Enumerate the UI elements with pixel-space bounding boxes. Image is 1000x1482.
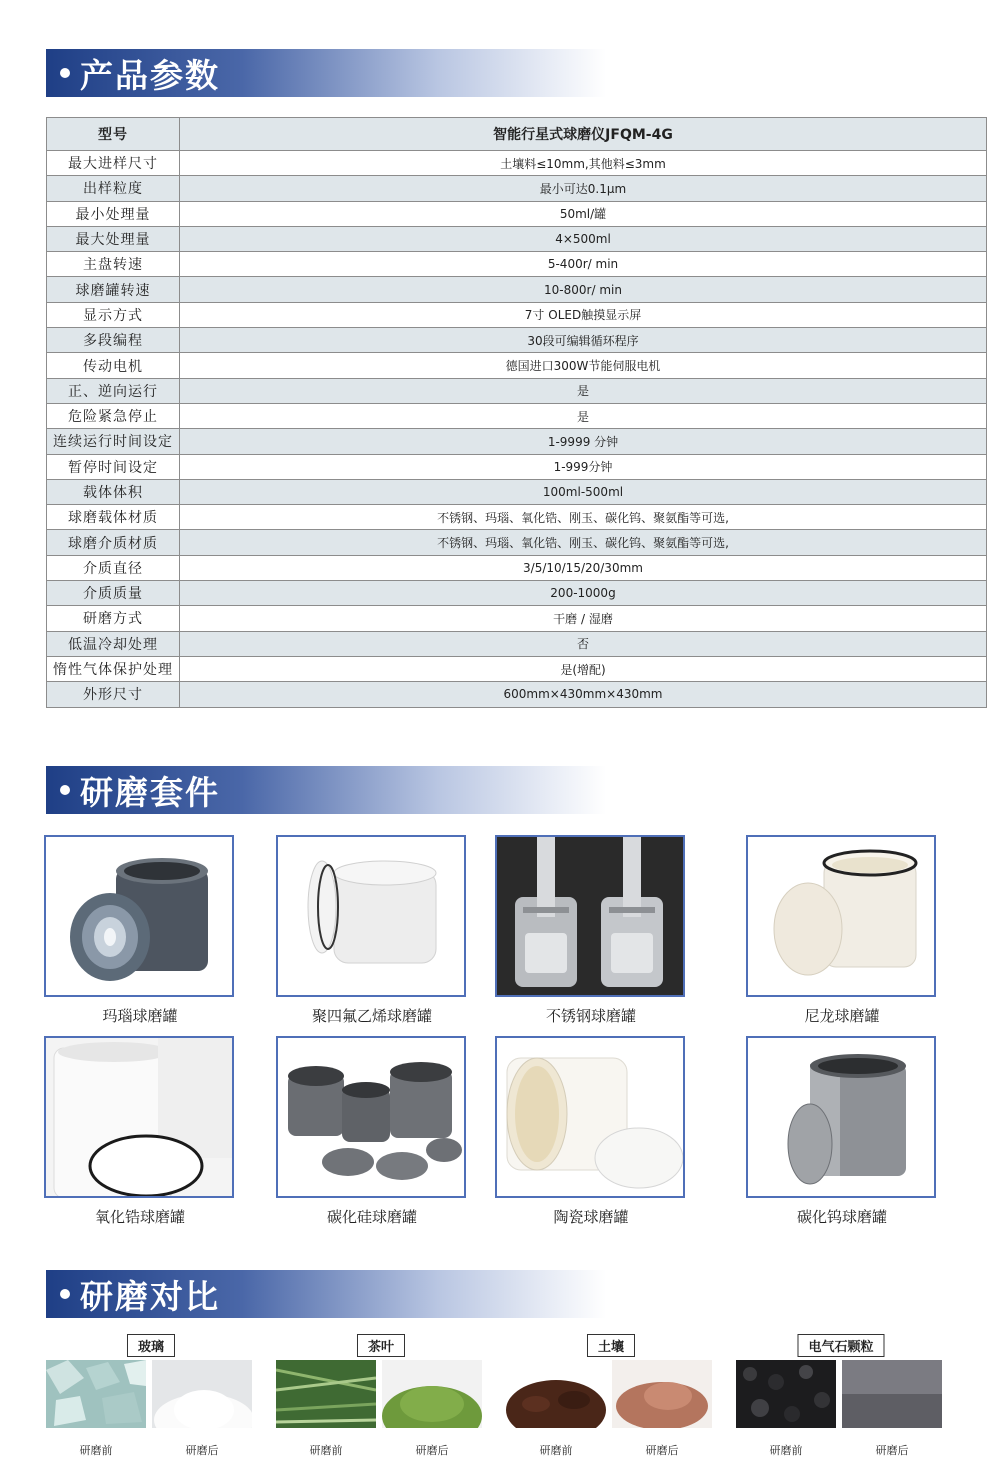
spec-label: 最大处理量: [47, 226, 180, 251]
kit-caption: 碳化钨球磨罐: [796, 1208, 887, 1226]
kit-caption: 碳化硅球磨罐: [326, 1208, 417, 1226]
kit-caption: 尼龙球磨罐: [804, 1007, 880, 1025]
spec-value: 1-999分钟: [180, 454, 987, 479]
spec-label: 出样粒度: [47, 176, 180, 201]
spec-label: 连续运行时间设定: [47, 429, 180, 454]
kit-ptfe: [276, 835, 468, 1026]
spec-header-row: [47, 118, 987, 151]
spec-value: 7寸 OLED触摸显示屏: [180, 302, 987, 327]
bullet-dot: [60, 785, 70, 795]
kit-ceramic: [495, 1036, 687, 1227]
spec-value: 否: [180, 631, 987, 656]
spec-value: 5-400r/ min: [180, 252, 987, 277]
kit-tungsten-carbide: [746, 1036, 938, 1227]
spec-row: [47, 631, 987, 656]
compare-after-label: 研磨后: [875, 1444, 909, 1457]
kit-agate: [44, 835, 236, 1026]
kit-caption: 氧化锆球磨罐: [94, 1208, 185, 1226]
compare-tourmaline: [736, 1334, 946, 1464]
compare-after-image: [152, 1360, 252, 1428]
spec-value: 不锈钢、玛瑙、氧化锆、刚玉、碳化钨、聚氨酯等可选,: [180, 530, 987, 555]
compare-before-label: 研磨前: [309, 1444, 343, 1457]
spec-row: [47, 555, 987, 580]
spec-row: [47, 176, 987, 201]
spec-label: 球磨介质材质: [47, 530, 180, 555]
kit-zirconia: [44, 1036, 236, 1227]
compare-before-label: 研磨前: [539, 1444, 573, 1457]
compare-before-label: 研磨前: [769, 1444, 803, 1457]
spec-label: 外形尺寸: [47, 682, 180, 707]
compare-material-label: 电气石颗粒: [797, 1334, 884, 1357]
spec-label: 最大进样尺寸: [47, 151, 180, 176]
spec-row: [47, 606, 987, 631]
spec-row: [47, 454, 987, 479]
compare-after-image: [382, 1360, 482, 1428]
kit-image-ceramic: [495, 1036, 685, 1198]
spec-row: [47, 403, 987, 428]
kit-silicon-carbide: [276, 1036, 468, 1227]
spec-value: 干磨 / 湿磨: [180, 606, 987, 631]
compare-after-label: 研磨后: [415, 1444, 449, 1457]
section-title-params: 产品参数: [80, 55, 220, 95]
section-title-kits: 研磨套件: [80, 772, 220, 812]
spec-label: 显示方式: [47, 302, 180, 327]
spec-row: [47, 328, 987, 353]
spec-row: [47, 505, 987, 530]
compare-after-image: [612, 1360, 712, 1428]
compare-after-label: 研磨后: [645, 1444, 679, 1457]
compare-before-image: [736, 1360, 836, 1428]
spec-row: [47, 226, 987, 251]
spec-value: 3/5/10/15/20/30mm: [180, 555, 987, 580]
spec-value: 100ml-500ml: [180, 479, 987, 504]
spec-row: [47, 581, 987, 606]
spec-label: 低温冷却处理: [47, 631, 180, 656]
spec-label: 最小处理量: [47, 201, 180, 226]
spec-row: [47, 302, 987, 327]
spec-value: 30段可编辑循环程序: [180, 328, 987, 353]
spec-row: [47, 252, 987, 277]
spec-value: 10-800r/ min: [180, 277, 987, 302]
spec-row: [47, 277, 987, 302]
spec-row: [47, 682, 987, 707]
spec-label: 正、逆向运行: [47, 378, 180, 403]
spec-row: [47, 530, 987, 555]
compare-soil: [506, 1334, 716, 1464]
compare-before-image: [46, 1360, 146, 1428]
kit-caption: 不锈钢球磨罐: [545, 1007, 636, 1025]
spec-row: [47, 429, 987, 454]
spec-row: [47, 378, 987, 403]
kit-image-ptfe: [276, 835, 466, 997]
kit-image-steel: [495, 835, 685, 997]
spec-label: 介质质量: [47, 581, 180, 606]
spec-value: 1-9999 分钟: [180, 429, 987, 454]
bullet-dot: [60, 1289, 70, 1299]
spec-value: 是: [180, 403, 987, 428]
section-header-compare: [46, 1270, 606, 1318]
spec-label: 研磨方式: [47, 606, 180, 631]
kit-caption: 玛瑙球磨罐: [102, 1007, 178, 1025]
compare-material-label: 土壤: [587, 1334, 635, 1357]
spec-table: [46, 117, 987, 708]
section-title-compare: 研磨对比: [80, 1276, 220, 1316]
compare-tea: [276, 1334, 486, 1464]
spec-row: [47, 353, 987, 378]
spec-row: [47, 656, 987, 681]
spec-value: 德国进口300W节能伺服电机: [180, 353, 987, 378]
spec-value: 是: [180, 378, 987, 403]
compare-after-image: [842, 1360, 942, 1428]
compare-material-label: 茶叶: [357, 1334, 405, 1357]
spec-value: 50ml/罐: [180, 201, 987, 226]
kit-nylon: [746, 835, 938, 1026]
spec-label: 危险紧急停止: [47, 403, 180, 428]
kit-image-silicon-carbide: [276, 1036, 466, 1198]
spec-value: 是(增配): [180, 656, 987, 681]
kit-image-nylon: [746, 835, 936, 997]
spec-label: 球磨载体材质: [47, 505, 180, 530]
kit-steel: [495, 835, 687, 1026]
kit-caption: 聚四氟乙烯球磨罐: [311, 1007, 432, 1025]
spec-label: 传动电机: [47, 353, 180, 378]
compare-glass: [46, 1334, 256, 1464]
spec-value: 不锈钢、玛瑙、氧化锆、刚玉、碳化钨、聚氨酯等可选,: [180, 505, 987, 530]
spec-value: 4×500ml: [180, 226, 987, 251]
compare-after-label: 研磨后: [185, 1444, 219, 1457]
kit-caption: 陶瓷球磨罐: [553, 1208, 629, 1226]
spec-value: 200-1000g: [180, 581, 987, 606]
compare-material-label: 玻璃: [127, 1334, 175, 1357]
spec-label: 暂停时间设定: [47, 454, 180, 479]
spec-label: 载体体积: [47, 479, 180, 504]
spec-row: [47, 201, 987, 226]
spec-label: 惰性气体保护处理: [47, 656, 180, 681]
spec-label: 介质直径: [47, 555, 180, 580]
spec-header-value: 智能行星式球磨仪JFQM-4G: [180, 118, 987, 151]
spec-value: 土壤料≤10mm,其他料≤3mm: [180, 151, 987, 176]
kit-image-zirconia: [44, 1036, 234, 1198]
compare-before-image: [276, 1360, 376, 1428]
spec-value: 最小可达0.1μm: [180, 176, 987, 201]
spec-label: 球磨罐转速: [47, 277, 180, 302]
spec-label: 多段编程: [47, 328, 180, 353]
spec-label: 主盘转速: [47, 252, 180, 277]
compare-before-image: [506, 1360, 606, 1428]
kit-image-tungsten-carbide: [746, 1036, 936, 1198]
spec-row: [47, 479, 987, 504]
spec-row: [47, 151, 987, 176]
compare-before-label: 研磨前: [79, 1444, 113, 1457]
section-header-kits: [46, 766, 606, 814]
spec-header-label: 型号: [47, 118, 180, 151]
bullet-dot: [60, 68, 70, 78]
section-header-params: [46, 49, 606, 97]
spec-value: 600mm×430mm×430mm: [180, 682, 987, 707]
kit-image-agate: [44, 835, 234, 997]
